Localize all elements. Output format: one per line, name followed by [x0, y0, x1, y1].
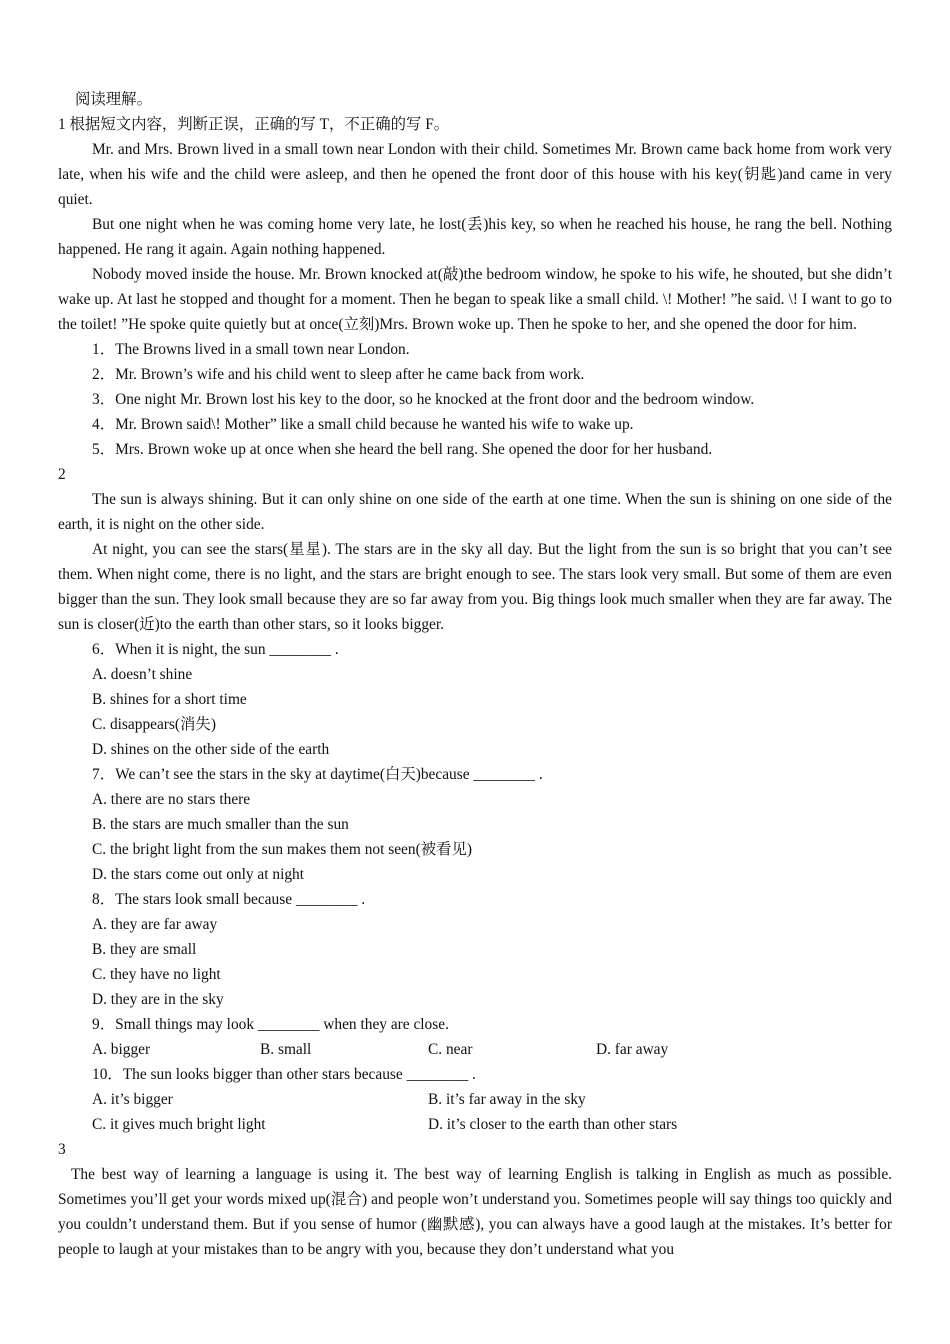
section1-paragraph-3: Nobody moved inside the house. Mr. Brown knocked at(敲)the bedroom window, he spoke to his wife, he shouted, but she didn’t wake up. At last he stopped and thought for a moment. Then he began to speak like a small child. \! Mother! ”he said. \! I want to go to the toilet! ”He spoke quite quietly but at once(立刻)Mrs. Brown woke up. Then he spoke to her, and she opened the door for him. [58, 266, 892, 333]
statement-4: 4．Mr. Brown said\! Mother” like a small child because he wanted his wife to wake up. [92, 416, 634, 433]
section2-paragraph-2: At night, you can see the stars(星星). The stars are in the sky all day. But the light from the sun is so bright that you can’t see them. When night come, there is no light, and the stars are bright enough to see. The stars look very small. But some of them are even bigger than the sun. They look small because they are so far away from you. Big things look much smaller when they are far away. The sun is closer(近)to the earth than other stars, so it looks bigger. [58, 541, 892, 633]
heading: 阅读理解。 [75, 91, 152, 108]
question-9-option-d: D. far away [596, 1041, 669, 1058]
question-6-option-c: C. disappears(消失) [92, 716, 216, 733]
question-8-option-d: D. they are in the sky [92, 991, 224, 1008]
question-10-option-d: D. it’s closer to the earth than other stars [428, 1116, 678, 1133]
question-7-option-d: D. the stars come out only at night [92, 866, 305, 883]
section1-instruction: 1 根据短文内容，判断正误，正确的写 T，不正确的写 F。 [58, 116, 450, 133]
question-6: 6．When it is night, the sun ________ . [92, 641, 339, 658]
question-10: 10．The sun looks bigger than other stars because ________ . [92, 1066, 476, 1083]
section2-paragraph-1: The sun is always shining. But it can only shine on one side of the earth at one time. When the sun is shining on one side of the earth, it is night on the other side. [58, 491, 892, 533]
section3-number: 3 [58, 1141, 66, 1158]
question-9-option-b: B. small [260, 1041, 312, 1058]
question-6-option-b: B. shines for a short time [92, 691, 247, 708]
question-10-option-a: A. it’s bigger [92, 1091, 173, 1108]
section2-number: 2 [58, 466, 66, 483]
question-9-options [58, 1037, 892, 1062]
question-7-option-a: A. there are no stars there [92, 791, 251, 808]
question-10-options-row-2 [58, 1112, 892, 1137]
question-9: 9．Small things may look ________ when they are close. [92, 1016, 449, 1033]
section1-paragraph-2: But one night when he was coming home very late, he lost(丢)his key, so when he reached his house, he rang the bell. Nothing happened. He rang it again. Again nothing happened. [58, 216, 892, 258]
question-7-option-b: B. the stars are much smaller than the sun [92, 816, 349, 833]
question-9-option-c: C. near [428, 1041, 473, 1058]
question-8-option-b: B. they are small [92, 941, 197, 958]
statement-1: 1．The Browns lived in a small town near London. [92, 341, 410, 358]
question-7: 7．We can’t see the stars in the sky at daytime(白天)because ________ . [92, 766, 543, 783]
question-8-option-c: C. they have no light [92, 966, 221, 983]
question-7-option-c: C. the bright light from the sun makes them not seen(被看见) [92, 841, 473, 858]
question-10-options-row-1 [58, 1087, 892, 1112]
question-9-option-a: A. bigger [92, 1041, 151, 1058]
question-10-option-b: B. it’s far away in the sky [428, 1091, 586, 1108]
question-6-option-d: D. shines on the other side of the earth [92, 741, 330, 758]
statement-5: 5．Mrs. Brown woke up at once when she heard the bell rang. She opened the door for her husband. [92, 441, 713, 458]
section3-paragraph: The best way of learning a language is using it. The best way of learning English is talking in English as much as possible. Sometimes you’ll get your words mixed up(混合) and people won’t understand you. Sometimes people will say things too quickly and you couldn’t understand them. But if you sense of humor (幽默感), you can always have a good laugh at the mistakes. It’s better for people to laugh at your mistakes than to be angry with you, because they don’t understand what you [58, 1166, 892, 1258]
statement-2: 2．Mr. Brown’s wife and his child went to sleep after he came back from work. [92, 366, 585, 383]
question-10-option-c: C. it gives much bright light [92, 1116, 266, 1133]
statement-3: 3．One night Mr. Brown lost his key to the door, so he knocked at the front door and the bedroom window. [92, 391, 755, 408]
question-6-option-a: A. doesn’t shine [92, 666, 193, 683]
section1-paragraph-1: Mr. and Mrs. Brown lived in a small town near London with their child. Sometimes Mr. Brown came back home from work very late, when his wife and the child were asleep, and then he opened the front door of this house with his key(钥匙)and came in very quiet. [58, 141, 892, 208]
question-8-option-a: A. they are far away [92, 916, 218, 933]
question-8: 8．The stars look small because ________ . [92, 891, 366, 908]
